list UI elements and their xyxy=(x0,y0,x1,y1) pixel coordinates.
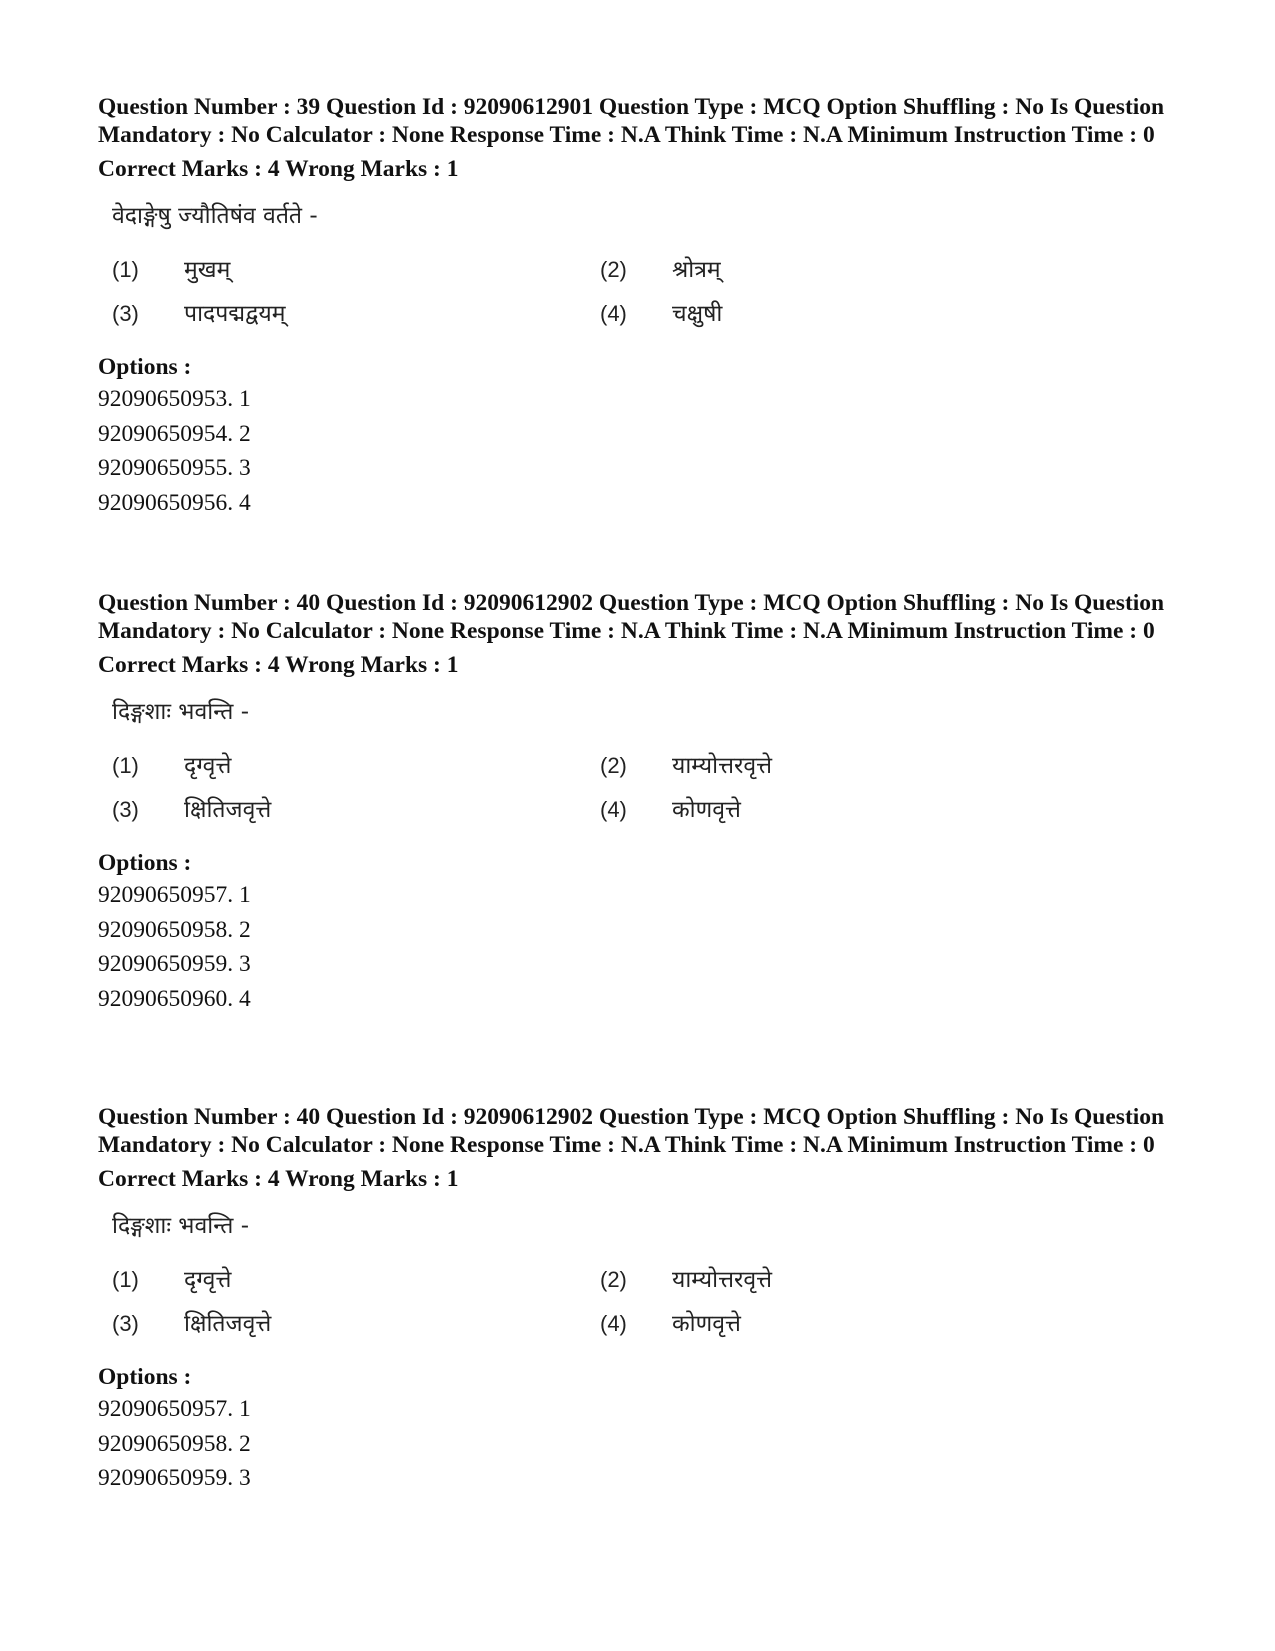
choice-1 xyxy=(112,252,230,284)
choice-2 xyxy=(600,252,721,284)
choice-text: दृग्वृत्ते xyxy=(184,1266,232,1293)
choice-number: (3) xyxy=(112,796,139,822)
choice-number: (3) xyxy=(112,1310,139,1336)
choice-2 xyxy=(600,748,772,780)
choice-4 xyxy=(600,792,741,824)
choice-number: (4) xyxy=(600,796,627,822)
choice-4 xyxy=(600,1306,741,1338)
options-list xyxy=(98,878,1178,1016)
question-header: Question Number : 40 Question Id : 92090612902 Question Type : MCQ Option Shuffling : No Is Question Mandatory : No Calculator : None Response Time : N.A Think Time : N.A Minimum Instruction Time : 0 xyxy=(98,1104,1165,1158)
option-item: 92090650958. 2 xyxy=(98,1430,251,1457)
option-item: 92090650957. 1 xyxy=(98,882,251,908)
question-marks: Correct Marks : 4 Wrong Marks : 1 xyxy=(98,156,459,182)
choice-number: (2) xyxy=(600,256,627,282)
choice-number: (2) xyxy=(600,752,627,778)
choice-text: मुखम् xyxy=(184,256,231,283)
choice-text: पादपद्मद्वयम् xyxy=(184,300,286,327)
choice-3 xyxy=(112,792,271,824)
choice-number: (4) xyxy=(600,300,627,326)
option-item: 92090650953. 1 xyxy=(98,386,251,412)
question-stem: वेदाङ्गेषु ज्यौतिषंव वर्तते - xyxy=(112,202,318,229)
question-header: Question Number : 39 Question Id : 92090612901 Question Type : MCQ Option Shuffling : No Is Question Mandatory : No Calculator : None Response Time : N.A Think Time : N.A Minimum Instruction Time : 0 xyxy=(98,94,1165,148)
choice-number: (2) xyxy=(600,1266,627,1292)
choice-3 xyxy=(112,296,285,328)
options-list xyxy=(98,382,1178,520)
choice-text: क्षितिजवृत्ते xyxy=(184,796,272,823)
option-item: 92090650954. 2 xyxy=(98,420,251,447)
options-label: Options : xyxy=(98,849,192,876)
question-stem: दिङ्गशाः भवन्ति - xyxy=(112,1212,250,1239)
options-label: Options : xyxy=(98,1363,192,1390)
question-body xyxy=(98,184,1178,354)
choice-number: (4) xyxy=(600,1310,627,1336)
choice-3 xyxy=(112,1306,271,1338)
choice-text: याम्योत्तरवृत्ते xyxy=(672,1266,773,1293)
question-block-2 xyxy=(98,590,1178,1016)
choice-text: श्रोत्रम् xyxy=(672,256,721,283)
question-header: Question Number : 40 Question Id : 92090612902 Question Type : MCQ Option Shuffling : No Is Question Mandatory : No Calculator : None Response Time : N.A Think Time : N.A Minimum Instruction Time : 0 xyxy=(98,590,1165,644)
option-item: 92090650959. 3 xyxy=(98,951,251,977)
choice-text: चक्षुषी xyxy=(672,300,723,327)
choice-1 xyxy=(112,748,231,780)
choice-number: (1) xyxy=(112,752,139,778)
option-item: 92090650958. 2 xyxy=(98,916,251,943)
choice-number: (3) xyxy=(112,300,139,326)
choice-text: दृग्वृत्ते xyxy=(184,752,232,779)
choice-text: कोणवृत्ते xyxy=(672,1310,741,1337)
choice-text: कोणवृत्ते xyxy=(672,796,741,823)
choice-4 xyxy=(600,296,722,328)
question-body xyxy=(98,680,1178,850)
question-marks: Correct Marks : 4 Wrong Marks : 1 xyxy=(98,1166,459,1192)
question-block-3 xyxy=(98,1104,1178,1496)
option-item: 92090650957. 1 xyxy=(98,1396,251,1422)
options-label: Options : xyxy=(98,353,192,380)
choice-number: (1) xyxy=(112,256,139,282)
question-block-1 xyxy=(98,94,1178,520)
choice-text: याम्योत्तरवृत्ते xyxy=(672,752,773,779)
option-item: 92090650960. 4 xyxy=(98,985,251,1012)
option-item: 92090650959. 3 xyxy=(98,1465,251,1491)
choice-2 xyxy=(600,1262,772,1294)
question-marks: Correct Marks : 4 Wrong Marks : 1 xyxy=(98,652,459,678)
question-stem: दिङ्गशाः भवन्ति - xyxy=(112,698,250,725)
choice-1 xyxy=(112,1262,231,1294)
question-body xyxy=(98,1194,1178,1364)
choice-number: (1) xyxy=(112,1266,139,1292)
choice-text: क्षितिजवृत्ते xyxy=(184,1310,272,1337)
options-list xyxy=(98,1392,1178,1496)
option-item: 92090650955. 3 xyxy=(98,455,251,481)
option-item: 92090650956. 4 xyxy=(98,489,251,516)
